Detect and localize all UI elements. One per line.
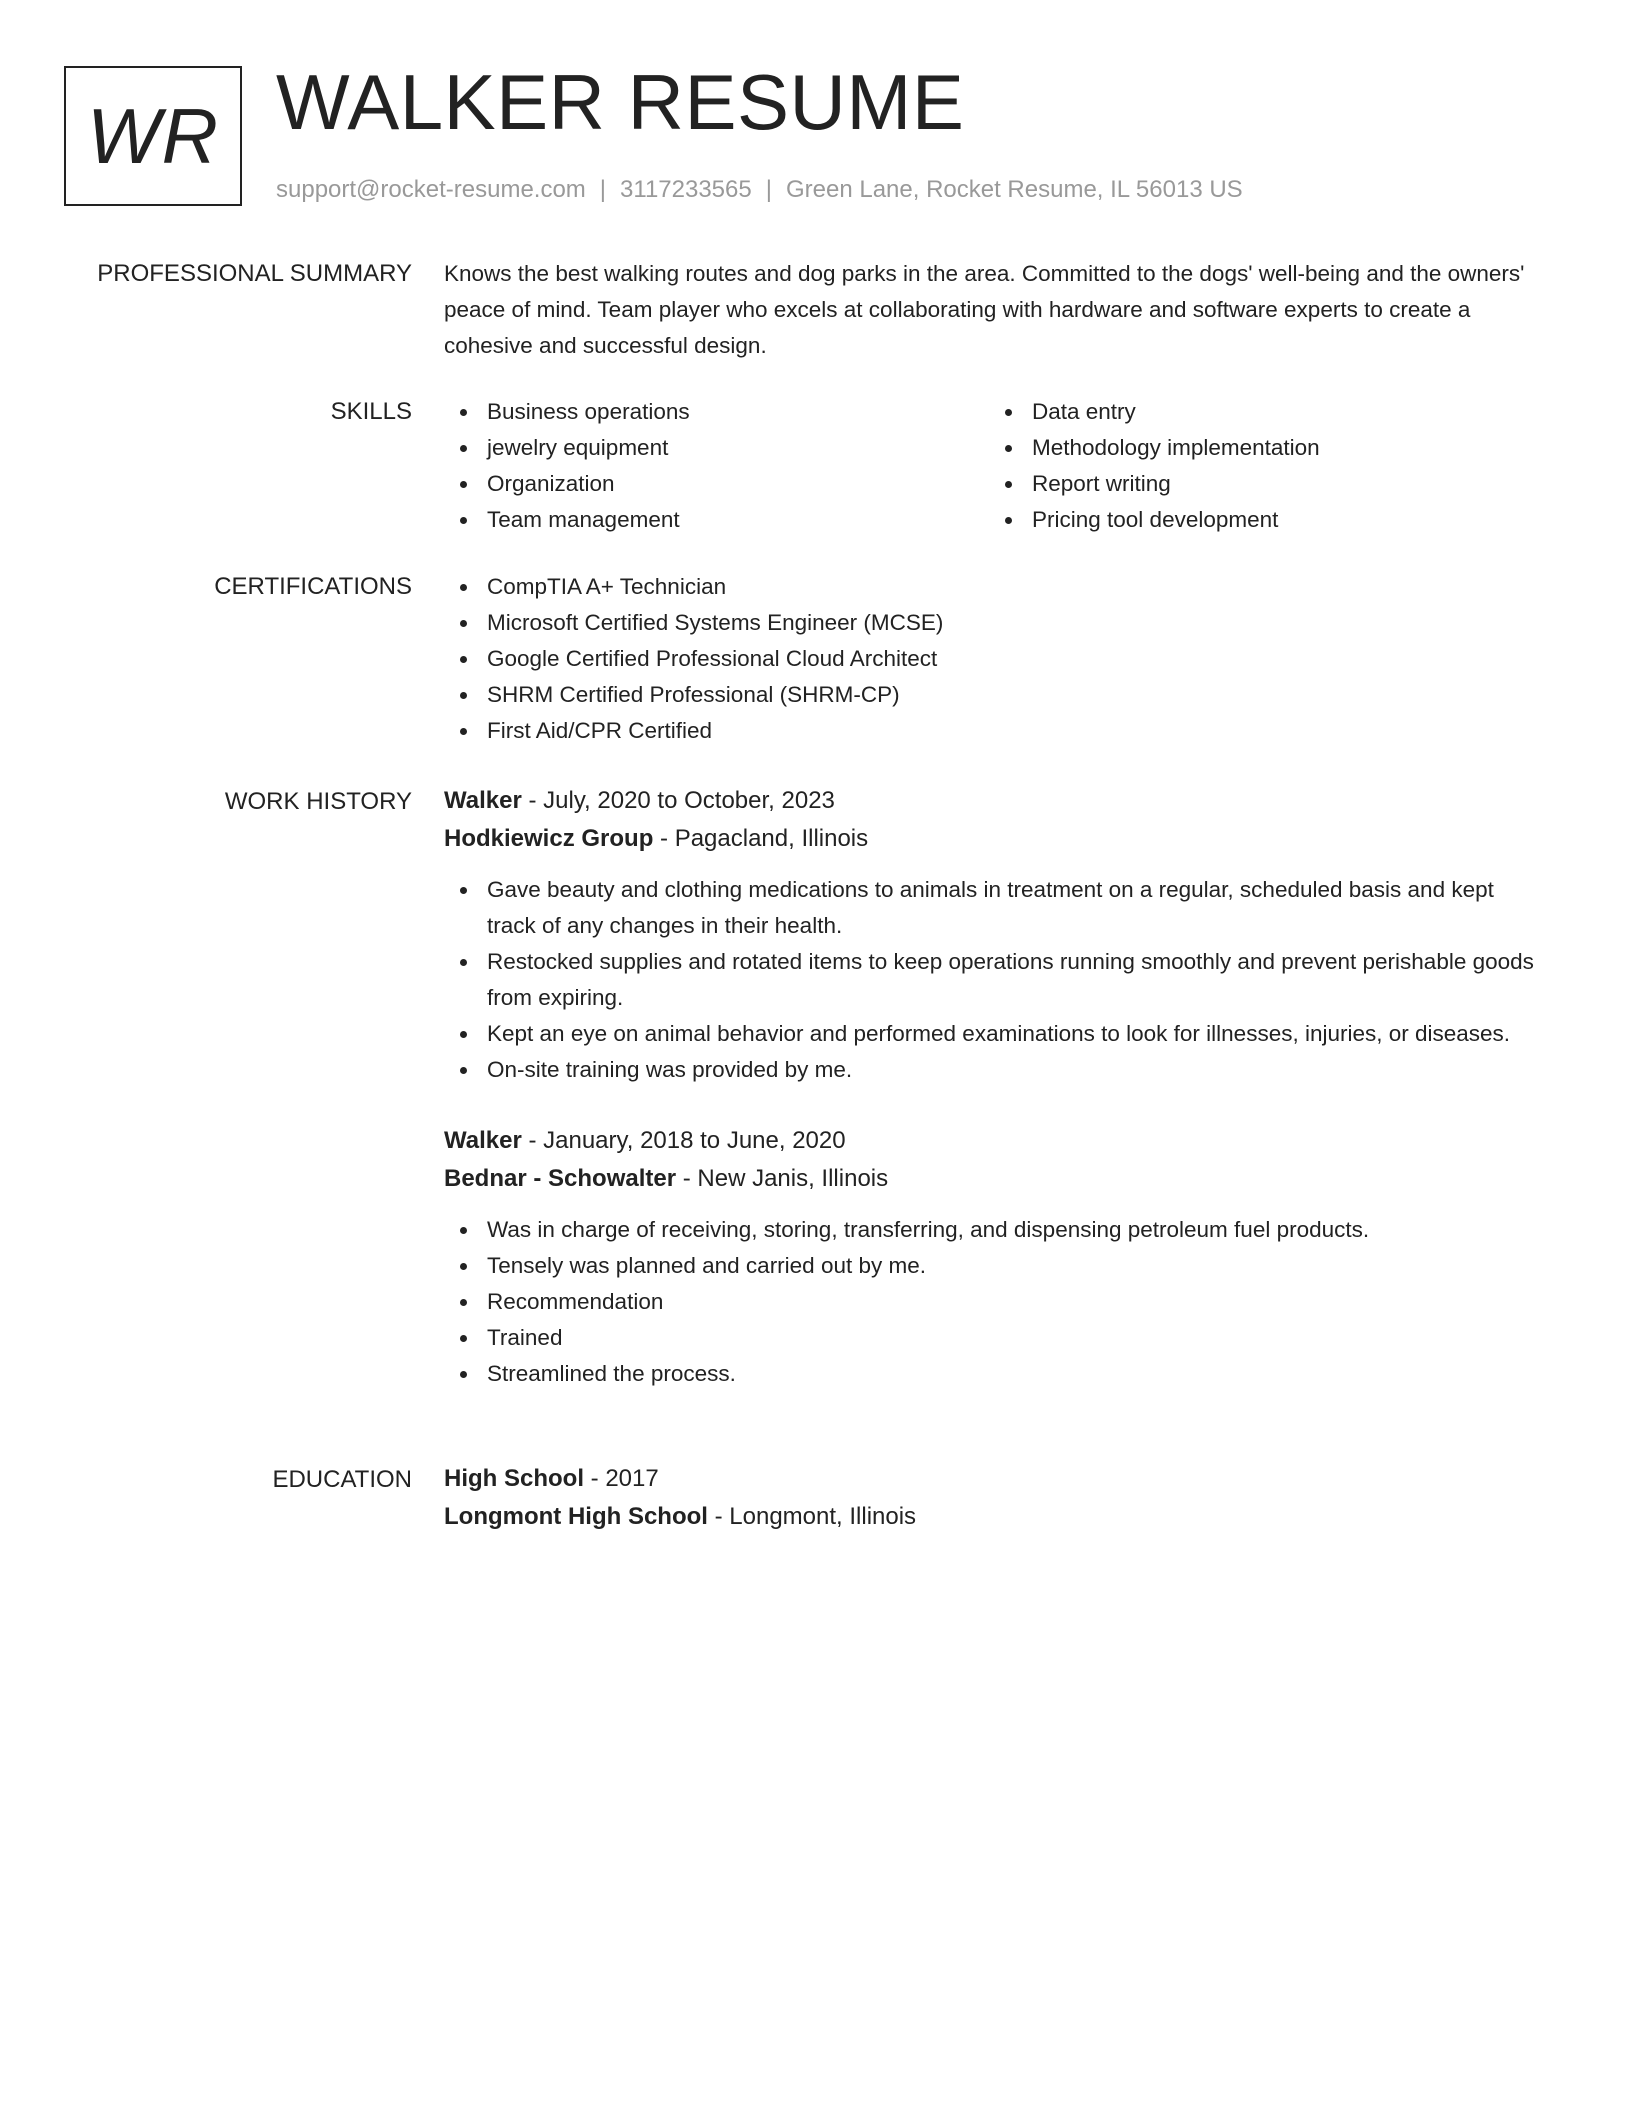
job-bullet: Gave beauty and clothing medications to animals in treatment on a regular, scheduled basis and kept track of any changes in their health. bbox=[444, 872, 1544, 944]
contact-address: Green Lane, Rocket Resume, IL 56013 US bbox=[785, 176, 1243, 203]
job-bullet: Was in charge of receiving, storing, transferring, and dispensing petroleum fuel products. bbox=[444, 1212, 1544, 1248]
summary-body bbox=[444, 256, 1544, 364]
job-bullet: Trained bbox=[444, 1320, 1544, 1356]
education-year: - 2017 bbox=[584, 1465, 659, 1492]
skill-item: Business operations bbox=[444, 394, 989, 430]
job-bullet: On-site training was provided by me. bbox=[444, 1052, 1544, 1088]
monogram-box bbox=[64, 66, 242, 206]
job-location: - Pagacland, Illinois bbox=[653, 825, 869, 852]
education-degree: High School bbox=[444, 1465, 584, 1492]
education-heading: EDUCATION bbox=[272, 1466, 412, 1493]
job-entry bbox=[444, 1122, 1544, 1392]
resume-name: WALKER RESUME bbox=[276, 58, 965, 146]
certification-item: Microsoft Certified Systems Engineer (MCSE) bbox=[444, 605, 1544, 641]
job-bullet: Restocked supplies and rotated items to keep operations running smoothly and prevent perishable goods from expiring. bbox=[444, 944, 1544, 1016]
certification-item: First Aid/CPR Certified bbox=[444, 713, 1544, 749]
job-company-line bbox=[444, 1160, 1544, 1198]
skills-list-right bbox=[989, 394, 1534, 538]
education-location: - Longmont, Illinois bbox=[707, 1503, 917, 1530]
skills-list-left bbox=[444, 394, 989, 538]
certification-item: SHRM Certified Professional (SHRM-CP) bbox=[444, 677, 1544, 713]
contact-phone: 3117233565 bbox=[620, 176, 752, 203]
education-school-line bbox=[444, 1498, 1544, 1536]
job-company: Bednar - Schowalter bbox=[444, 1165, 677, 1192]
skill-item: Data entry bbox=[989, 394, 1534, 430]
work-history-heading: WORK HISTORY bbox=[224, 788, 412, 815]
skill-item: Methodology implementation bbox=[989, 430, 1534, 466]
certification-item: CompTIA A+ Technician bbox=[444, 569, 1544, 605]
contact-separator: | bbox=[765, 176, 772, 203]
contact-email: support@rocket-resume.com bbox=[276, 176, 586, 203]
work-history-body bbox=[444, 782, 1544, 1392]
certification-item: Google Certified Professional Cloud Architect bbox=[444, 641, 1544, 677]
certifications-list bbox=[444, 569, 1544, 749]
skill-item: jewelry equipment bbox=[444, 430, 989, 466]
monogram-initials: WR bbox=[87, 91, 219, 180]
job-location: - New Janis, Illinois bbox=[676, 1165, 889, 1192]
job-entry bbox=[444, 782, 1544, 1088]
skills-heading: SKILLS bbox=[330, 398, 412, 425]
job-title-line bbox=[444, 782, 1544, 820]
job-bullet-list bbox=[444, 872, 1544, 1088]
job-title: Walker bbox=[444, 1127, 522, 1154]
skills-columns bbox=[444, 394, 1544, 538]
job-bullet: Kept an eye on animal behavior and performed examinations to look for illnesses, injuries, or diseases. bbox=[444, 1016, 1544, 1052]
contact-line bbox=[276, 174, 1243, 206]
job-company-line bbox=[444, 820, 1544, 858]
job-bullet-list bbox=[444, 1212, 1544, 1392]
certifications-heading: CERTIFICATIONS bbox=[214, 573, 412, 600]
job-title: Walker bbox=[444, 787, 522, 814]
summary-text: Knows the best walking routes and dog parks in the area. Committed to the dogs' well-being and the owners' peace of mind. Team player who excels at collaborating with hardware and software experts to create a cohesive and successful design. bbox=[444, 261, 1525, 358]
job-dates: - July, 2020 to October, 2023 bbox=[521, 787, 835, 814]
skill-item: Organization bbox=[444, 466, 989, 502]
skill-item: Report writing bbox=[989, 466, 1534, 502]
education-body bbox=[444, 1460, 1544, 1536]
skill-item: Pricing tool development bbox=[989, 502, 1534, 538]
job-title-line bbox=[444, 1122, 1544, 1160]
summary-heading: PROFESSIONAL SUMMARY bbox=[97, 260, 412, 287]
job-company: Hodkiewicz Group bbox=[444, 825, 654, 852]
education-degree-line bbox=[444, 1460, 1544, 1498]
job-bullet: Streamlined the process. bbox=[444, 1356, 1544, 1392]
contact-separator: | bbox=[599, 176, 607, 203]
skills-body bbox=[444, 394, 1544, 538]
skill-item: Team management bbox=[444, 502, 989, 538]
certifications-body bbox=[444, 569, 1544, 749]
job-bullet: Tensely was planned and carried out by me. bbox=[444, 1248, 1544, 1284]
education-school: Longmont High School bbox=[444, 1503, 708, 1530]
job-bullet: Recommendation bbox=[444, 1284, 1544, 1320]
job-dates: - January, 2018 to June, 2020 bbox=[521, 1127, 846, 1154]
